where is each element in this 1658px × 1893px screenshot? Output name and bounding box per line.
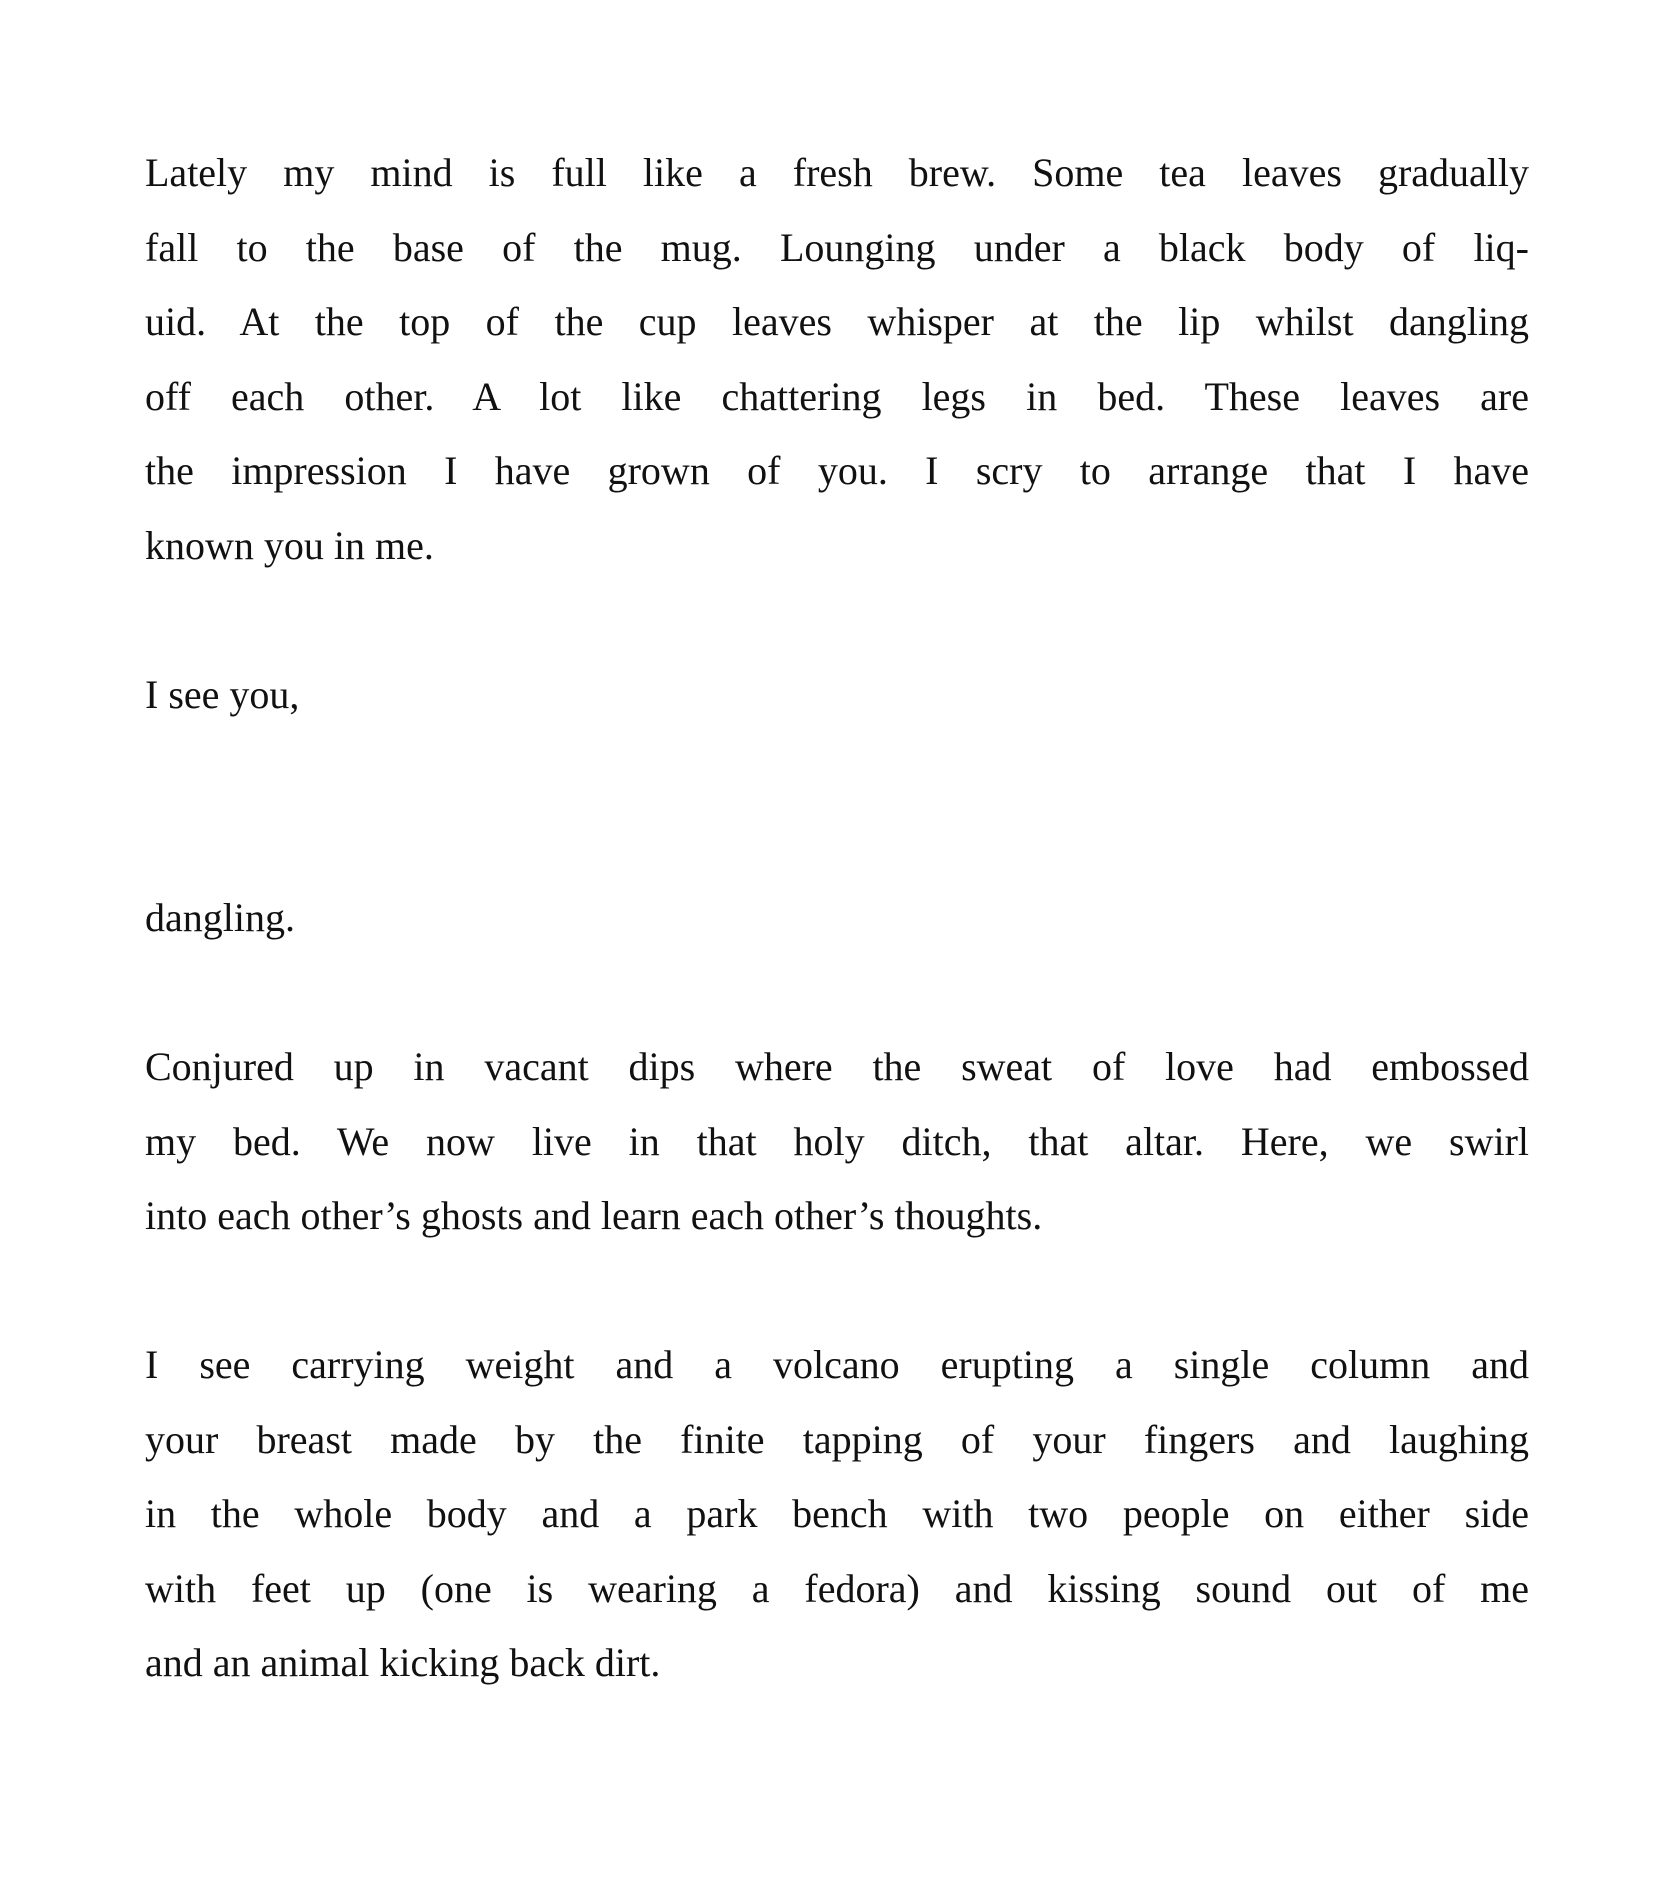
paragraph-i-see-you [145,658,1529,733]
paragraph-i-see-carrying [145,1328,1529,1701]
paragraph-conjured [145,1030,1529,1254]
text-line: in the whole body and a park bench with two people on either side [145,1491,1529,1536]
text-line: into each other’s ghosts and learn each other’s thoughts. [145,1193,1043,1238]
text-line: the impression I have grown of you. I scry to arrange that I have [145,448,1529,493]
text-line: uid. At the top of the cup leaves whisper at the lip whilst dangling [145,299,1529,344]
text-line: with feet up (one is wearing a fedora) and kissing sound out of me [145,1565,1529,1611]
text-line: Conjured up in vacant dips where the sweat of love had embossed [145,1044,1529,1089]
paragraph-tea-leaves [145,136,1529,583]
text-line: off each other. A lot like chattering legs in bed. These leaves are [145,373,1529,419]
paragraph-gap [145,807,1529,882]
text-line: I see carrying weight and a volcano erupting a single column and [145,1342,1529,1387]
paragraph-gap [145,956,1529,1031]
paragraph-gap [145,732,1529,807]
paragraph-gap [145,583,1529,658]
paragraph-gap [145,1254,1529,1329]
text-line: dangling. [145,895,295,940]
text-line: and an animal kicking back dirt. [145,1640,661,1685]
text-line: fall to the base of the mug. Lounging under a black body of liq- [145,224,1529,270]
text-line: my bed. We now live in that holy ditch, that altar. Here, we swirl [145,1118,1529,1164]
document-page [145,136,1529,1701]
text-line: Lately my mind is full like a fresh brew. Some tea leaves gradually [145,150,1529,195]
text-line: I see you, [145,671,300,717]
text-line: known you in me. [145,522,434,568]
paragraph-dangling [145,881,1529,956]
text-line: your breast made by the finite tapping of your fingers and laughing [145,1416,1529,1462]
